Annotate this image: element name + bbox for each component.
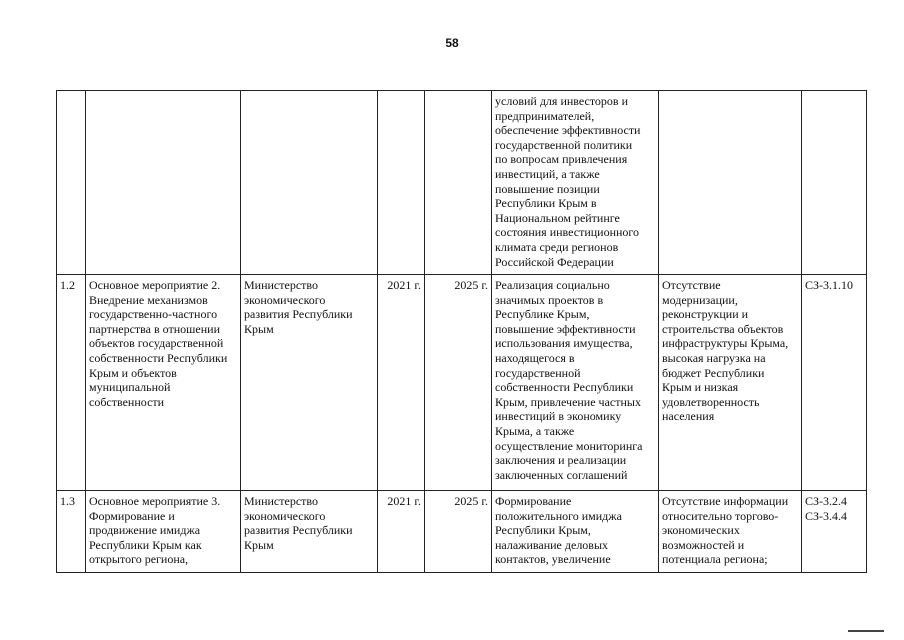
event-cell: [86, 91, 241, 275]
text-line: СЗ-3.1.10: [805, 278, 854, 292]
text-line: потенциала региона;: [662, 552, 768, 567]
text-line: инфраструктуры Крыма,: [662, 336, 789, 351]
text-line: экономического: [244, 292, 326, 307]
text-line: удовлетворенность: [662, 394, 760, 409]
code-cell: [802, 275, 867, 491]
text-line: обеспечение эффективности: [495, 123, 641, 138]
row-number: 1.3: [57, 491, 86, 573]
text-line: Республике Крым,: [495, 307, 590, 322]
text-line: Отсутствие: [662, 278, 721, 292]
year-end-cell: 2025 г.: [425, 491, 492, 573]
year-end-cell: [425, 91, 492, 275]
text-line: Республики Крым,: [495, 523, 591, 538]
text-line: высокая нагрузка на: [662, 350, 766, 365]
text-line: осуществление мониторинга: [495, 438, 643, 453]
text-line: продвижение имиджа: [89, 523, 201, 538]
row-number: [57, 91, 86, 275]
text-line: экономических: [662, 523, 740, 538]
text-line: значимых проектов в: [495, 292, 604, 307]
executor-cell: [241, 491, 378, 573]
code-cell: [802, 91, 867, 275]
text-line: заключенных соглашений: [495, 467, 628, 482]
consequence-cell: [659, 91, 802, 275]
text-line: Крым и низкая: [662, 380, 739, 395]
text-line: Национальном рейтинге: [495, 210, 620, 225]
event-cell: [86, 491, 241, 573]
year-start-cell: 2021 г.: [378, 275, 425, 491]
text-line: находящегося в: [495, 350, 575, 365]
page-number: 58: [445, 36, 459, 50]
text-line: налаживание деловых: [495, 537, 609, 552]
text-line: СЗ-3.2.4: [805, 494, 848, 508]
text-line: по вопросам привлечения: [495, 152, 628, 167]
text-line: Крыма, а также: [495, 423, 575, 438]
text-line: объектов государственной: [89, 336, 224, 351]
year-start-cell: [378, 91, 425, 275]
text-line: повышение эффективности: [495, 321, 636, 336]
text-line: реконструкции и: [662, 307, 749, 322]
text-line: относительно торгово-: [662, 508, 779, 523]
result-cell: [492, 275, 659, 491]
text-line: заключения и реализации: [495, 453, 627, 468]
measures-table: [56, 90, 867, 573]
text-line: Отсутствие информации: [662, 494, 789, 508]
text-line: Формирование: [495, 494, 572, 508]
text-line: инвестиций в экономику: [495, 409, 622, 424]
text-line: Крым, привлечение частных: [495, 394, 641, 409]
text-line: Внедрение механизмов: [89, 292, 208, 307]
text-line: Крым: [244, 537, 274, 552]
year-end-cell: 2025 г.: [425, 275, 492, 491]
text-line: Формирование и: [89, 508, 175, 523]
text-line: экономического: [244, 508, 326, 523]
text-line: партнерства в отношении: [89, 321, 220, 336]
text-line: государственной политики: [495, 137, 633, 152]
text-line: государственной: [495, 365, 581, 380]
text-line: Республики Крым в: [495, 196, 597, 211]
event-cell: [86, 275, 241, 491]
text-line: Российской Федерации: [495, 254, 614, 269]
year-start-cell: 2021 г.: [378, 491, 425, 573]
text-line: модернизации,: [662, 292, 738, 307]
text-line: предпринимателей,: [495, 108, 595, 123]
text-line: собственности Республики: [89, 350, 228, 365]
text-line: Министерство: [244, 494, 318, 508]
table-row: [57, 275, 867, 491]
text-line: климата среди регионов: [495, 239, 619, 254]
result-cell: [492, 91, 659, 275]
code-cell: [802, 491, 867, 573]
text-line: использования имущества,: [495, 336, 633, 351]
row-number: 1.2: [57, 275, 86, 491]
text-line: Республики Крым как: [89, 537, 202, 552]
consequence-cell: [659, 275, 802, 491]
text-line: муниципальной: [89, 380, 171, 395]
text-line: Министерство: [244, 278, 318, 292]
result-cell: [492, 491, 659, 573]
text-line: положительного имиджа: [495, 508, 622, 523]
text-line: развития Республики: [244, 523, 353, 538]
text-line: Основное мероприятие 2.: [89, 278, 221, 292]
text-line: Крым: [244, 321, 274, 336]
text-line: государственно-частного: [89, 307, 218, 322]
executor-cell: [241, 275, 378, 491]
table-row: [57, 91, 867, 275]
text-line: открытого региона,: [89, 552, 189, 567]
consequence-cell: [659, 491, 802, 573]
text-line: повышение позиции: [495, 181, 600, 196]
text-line: развития Республики: [244, 307, 353, 322]
text-line: состояния инвестиционного: [495, 225, 640, 240]
scan-mark: [848, 630, 884, 632]
text-line: собственности Республики: [495, 380, 634, 395]
text-line: СЗ-3.4.4: [805, 508, 848, 523]
executor-cell: [241, 91, 378, 275]
text-line: Реализация социально: [495, 278, 610, 292]
text-line: инвестиций, а также: [495, 166, 600, 181]
text-line: возможностей и: [662, 537, 745, 552]
text-line: населения: [662, 409, 715, 424]
table-row: [57, 491, 867, 573]
text-line: условий для инвесторов и: [495, 94, 629, 108]
text-line: Крым и объектов: [89, 365, 177, 380]
text-line: Основное мероприятие 3.: [89, 494, 221, 508]
text-line: бюджет Республики: [662, 365, 765, 380]
text-line: строительства объектов: [662, 321, 784, 336]
text-line: контактов, увеличение: [495, 552, 611, 567]
text-line: собственности: [89, 394, 165, 409]
